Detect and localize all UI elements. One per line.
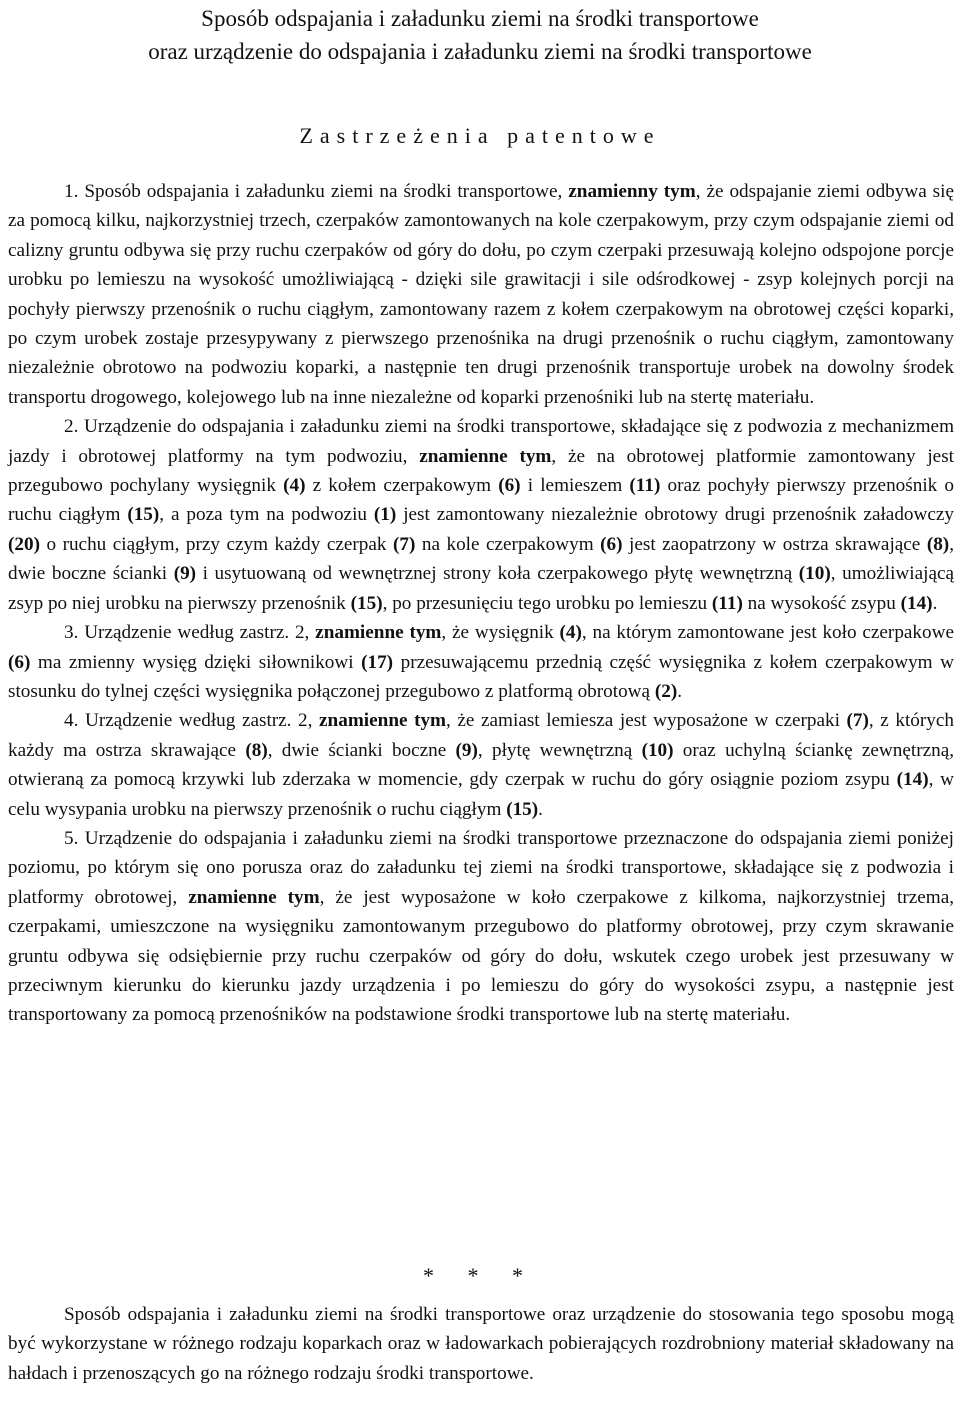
claim-1: [8, 177, 954, 412]
claim-text: , że zamiast lemiesza jest wyposażone w czerpaki: [446, 710, 847, 732]
claim-text: , umożliwiającą zsyp po niej urobku na pierwszy przenośnik: [8, 563, 955, 614]
claim-emphasis: znamienne tym: [319, 710, 447, 732]
reference-number: (2): [654, 680, 678, 702]
title-line-2: oraz urządzenie do odspajania i załadunku ziemi na środki transportowe: [148, 39, 812, 64]
claim-text: , w celu wysypania urobku na pierwszy przenośnik o ruchu ciągłym: [8, 769, 954, 820]
title-line-1: Sposób odspajania i załadunku ziemi na środki transportowe: [201, 6, 759, 31]
claim-emphasis: znamienne tym: [419, 445, 552, 467]
claim-text: , na którym zamontowane jest koło czerpakowe: [581, 622, 954, 644]
reference-number: (4): [559, 622, 582, 644]
reference-number: (8): [245, 739, 268, 761]
claim-2: [8, 412, 954, 618]
claim-text: .: [677, 680, 683, 702]
claim-text: z kołem czerpakowym: [305, 475, 499, 497]
claim-text: jest zaopatrzony w ostrza skrawające: [622, 533, 927, 555]
reference-number: (10): [798, 563, 831, 585]
reference-number: (8): [926, 533, 950, 555]
claim-text: .: [932, 592, 938, 614]
claim-text: 2. Urządzenie do odspajania i załadunku ziemi na środki transportowe, składające się z podwozia z mechanizmem jazdy i obrotowej platformy na tym podwoziu,: [8, 416, 954, 467]
claim-3: [8, 618, 954, 706]
claim-text: oraz pochyły pierwszy przenośnik o ruchu ciągłym: [8, 475, 954, 526]
reference-number: (11): [711, 592, 743, 614]
claim-emphasis: znamienne tym: [188, 886, 320, 908]
section-separator: * * *: [423, 1263, 537, 1288]
claim-4: [8, 706, 954, 824]
reference-number: (7): [846, 710, 869, 732]
claim-text: , a poza tym na podwoziu: [159, 504, 374, 526]
reference-number: (6): [600, 533, 623, 555]
claim-text: , dwie boczne ścianki: [8, 533, 954, 585]
claims-heading: Zastrzeżenia patentowe: [299, 123, 661, 148]
reference-number: (20): [8, 533, 40, 555]
reference-number: (6): [8, 651, 31, 673]
claim-text: .: [538, 798, 543, 820]
reference-number: (15): [127, 504, 160, 526]
claim-text: , że jest wyposażone w koło czerpakowe z kilkoma, najkorzystniej trzema, czerpakami, umieszczone na wysięgniku zamontowanym przegubowo do platformy obrotowej, przy czym skrawanie gruntu odbywa się odsiębiernie przy ruchu czerpaków od góry do dołu, wskutek czego urobek jest przesuwany w przeciwnym kierunku do kierunku jazdy urządzenia i po lemieszu do góry do wysokości zsypu, a następnie jest transportowany za pomocą przenośników na podstawione środki transportowe lub na stertę materiału.: [8, 886, 955, 1026]
reference-number: (15): [350, 592, 383, 614]
claim-text: , po przesunięciu tego urobku po lemieszu: [382, 592, 712, 614]
claim-text: , dwie ścianki boczne: [267, 739, 456, 761]
claim-5: [8, 824, 954, 1030]
claim-text: , że na obrotowej platformie zamontowany jest przegubowo pochylany wysięgnik: [8, 445, 954, 497]
reference-number: (14): [896, 769, 929, 791]
claim-text: , że wysięgnik: [441, 622, 560, 644]
claim-text: przesuwającemu przednią część wysięgnika z kołem czerpakowym w stosunku do tylnej części wysięgnika połączonej przegubowo z platformą obrotową: [8, 651, 954, 702]
claim-text: 3. Urządzenie według zastrz. 2,: [64, 622, 316, 644]
reference-number: (10): [641, 739, 674, 761]
claim-emphasis: znamienne tym: [315, 622, 442, 644]
claim-emphasis: znamienny tym: [568, 181, 696, 202]
claim-text: i usytuowaną od wewnętrznej strony koła czerpakowego płytę wewnętrzną: [196, 563, 799, 585]
reference-number: (15): [506, 798, 539, 820]
claim-text: na kole czerpakowym: [415, 533, 601, 555]
reference-number: (1): [373, 504, 397, 526]
reference-number: (6): [498, 475, 521, 497]
reference-number: (14): [900, 592, 933, 614]
claim-text: ma zmienny wysięg dzięki siłownikowi: [30, 651, 362, 673]
claim-text: jest zamontowany niezależnie obrotowy drugi przenośnik załadowczy: [396, 504, 954, 526]
reference-number: (9): [173, 563, 197, 585]
reference-number: (17): [361, 651, 394, 673]
claim-text: 4. Urządzenie według zastrz. 2,: [64, 710, 320, 732]
claim-text: 1. Sposób odspajania i załadunku ziemi na środki transportowe,: [64, 181, 569, 202]
closing-paragraph: Sposób odspajania i załadunku ziemi na środki transportowe oraz urządzenie do stosowania tego sposobu mogą być wykorzystane w różnego rodzaju koparkach oraz w ładowarkach pobierających rozdrobniony materiał składowany na hałdach i przenoszących go na różnego rodzaju środki transportowe.: [8, 1304, 954, 1384]
claim-text: na wysokość zsypu: [742, 592, 901, 614]
claim-text: o ruchu ciągłym, przy czym każdy czerpak: [39, 533, 393, 555]
claim-text: oraz uchylną ściankę zewnętrzną, otwieraną za pomocą krzywki lub zderzaka w momencie, gdy czerpak w ruchu do góry osiągnie poziom zsypu: [8, 739, 955, 791]
reference-number: (11): [629, 475, 661, 497]
claim-text: , płytę wewnętrzną: [477, 739, 642, 761]
claim-text: 5. Urządzenie do odspajania i załadunku ziemi na środki transportowe przeznaczone do odspajania ziemi poniżej poziomu, po którym się ono porusza oraz do załadunku tej ziemi na środki transportowe, składające się z podwozia i platformy obrotowej,: [8, 827, 954, 908]
document-title: [0, 2, 960, 68]
reference-number: (9): [455, 739, 478, 761]
claims-section: [8, 177, 954, 1030]
reference-number: (4): [283, 475, 306, 497]
claim-text: , że odspajanie ziemi odbywa się za pomocą kilku, najkorzystniej trzech, czerpaków zamontowanych na kole czerpakowym, przy czym odspajanie ziemi od calizny gruntu odbywa się przy ruchu czerpaków od góry do dołu, po czym czerpaki przesuwają kolejno odspojone porcje urobku po lemieszu na wysokość umożliwiającą - dzięki sile grawitacji i sile odśrodkowej - zsyp kolejnych porcji na pochyły pierwszy przenośnik o ruchu ciągłym, zamontowany razem z kołem czerpakowym na obrotowej części koparki, po czym urobek zostaje przesypywany z pierwszego przenośnika na drugi przenośnik o ruchu ciągłym, zamontowany niezależnie obrotowo na podwoziu koparki, a następnie ten drugi przenośnik transportuje urobek na dowolny środek transportu drogowego, kolejowego lub na inne niezależne od koparki przenośniki lub na stertę materiału.: [8, 181, 954, 408]
claim-text: , z których każdy ma ostrza skrawające: [8, 710, 954, 761]
reference-number: (7): [392, 533, 416, 555]
claim-text: i lemieszem: [520, 475, 630, 497]
